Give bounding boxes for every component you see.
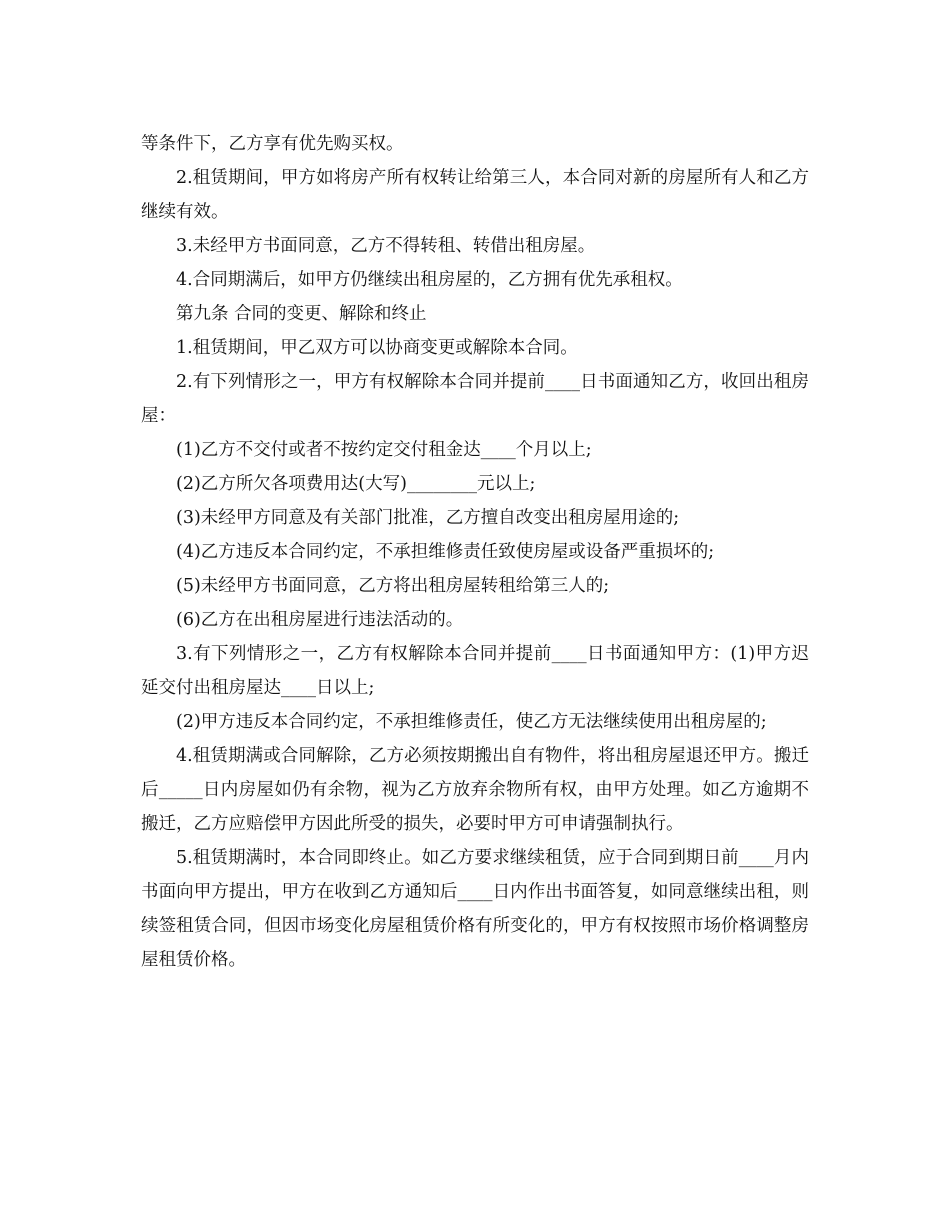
paragraph-16: 4.租赁期满或合同解除，乙方必须按期搬出自有物件，将出租房屋退还甲方。搬迁后_____日内房屋如仍有余物，视为乙方放弃余物所有权，由甲方处理。如乙方逾期不搬迁，乙方应赔偿甲方因此所受的损失，必要时甲方可申请强制执行。	[141, 746, 809, 834]
paragraph-3: 3.未经甲方书面同意，乙方不得转租、转借出租房屋。	[176, 236, 596, 256]
paragraph-15: (2)甲方违反本合同约定，不承担维修责任，使乙方无法继续使用出租房屋的;	[176, 712, 767, 732]
section-heading-article-9: 第九条 合同的变更、解除和终止	[176, 304, 427, 324]
paragraph-6: 1.租赁期间，甲乙双方可以协商变更或解除本合同。	[176, 338, 578, 358]
paragraph-2: 2.租赁期间，甲方如将房产所有权转让给第三人，本合同对新的房屋所有人和乙方继续有效。	[141, 168, 809, 222]
document-body	[141, 127, 809, 977]
paragraph-4: 4.合同期满后，如甲方仍继续出租房屋的，乙方拥有优先承租权。	[176, 270, 683, 290]
paragraph-7: 2.有下列情形之一，甲方有权解除本合同并提前____日书面通知乙方，收回出租房屋：	[141, 372, 809, 426]
list-item-6: (6)乙方在出租房屋进行违法活动的。	[176, 610, 464, 630]
list-item-3: (3)未经甲方同意及有关部门批准，乙方擅自改变出租房屋用途的;	[176, 508, 680, 528]
list-item-1: (1)乙方不交付或者不按约定交付租金达____个月以上;	[176, 440, 592, 460]
paragraph-14: 3.有下列情形之一，乙方有权解除本合同并提前____日书面通知甲方：(1)甲方迟延交付出租房屋达____日以上;	[141, 644, 809, 698]
paragraph-17: 5.租赁期满时，本合同即终止。如乙方要求继续租赁，应于合同到期日前____月内书面向甲方提出，甲方在收到乙方通知后____日内作出书面答复，如同意继续出租，则续签租赁合同，但因市场变化房屋租赁价格有所变化的，甲方有权按照市场价格调整房屋租赁价格。	[141, 848, 809, 970]
list-item-5: (5)未经甲方书面同意，乙方将出租房屋转租给第三人的;	[176, 576, 610, 596]
list-item-4: (4)乙方违反本合同约定，不承担维修责任致使房屋或设备严重损坏的;	[176, 542, 715, 562]
paragraph-1: 等条件下，乙方享有优先购买权。	[141, 134, 404, 154]
list-item-2: (2)乙方所欠各项费用达(大写)________元以上;	[176, 474, 536, 494]
